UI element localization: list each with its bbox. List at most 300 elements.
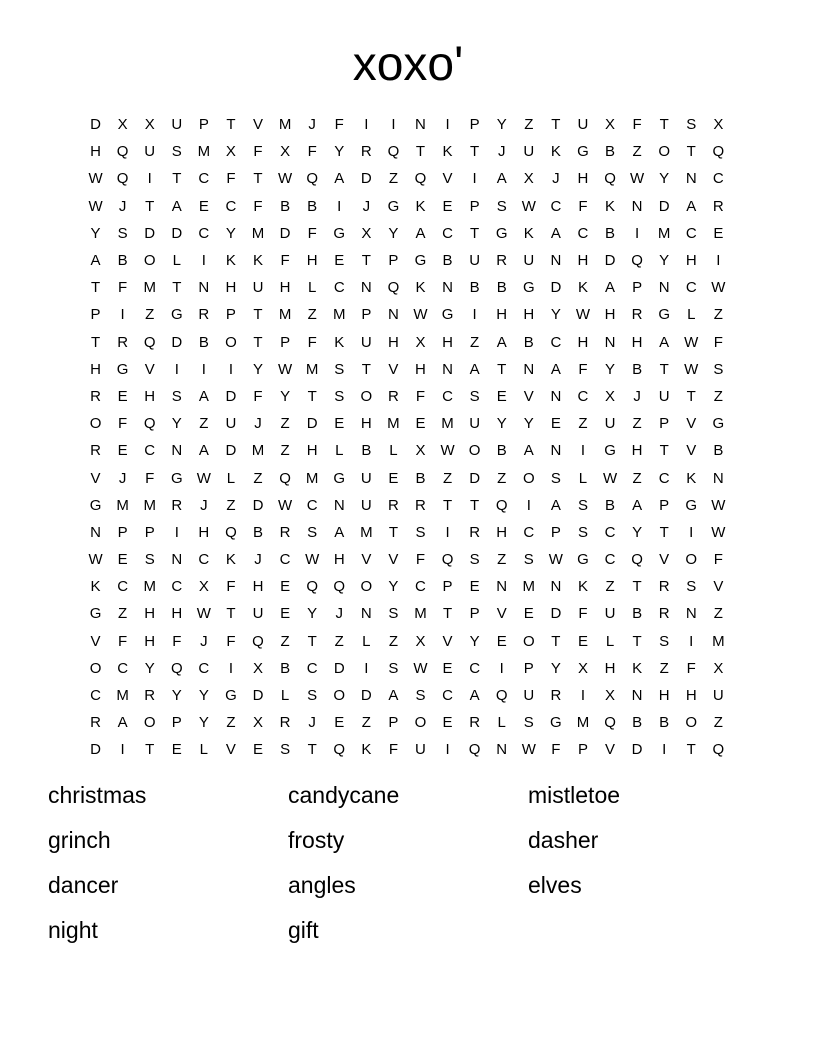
grid-letter: T — [253, 333, 263, 351]
grid-letter: R — [631, 306, 643, 324]
grid-letter: L — [307, 279, 317, 297]
grid-letter: W — [711, 523, 726, 541]
grid-letter: I — [445, 741, 450, 759]
grid-letter: N — [658, 279, 670, 297]
word-list-item: dancer — [48, 872, 119, 898]
grid-letter: T — [497, 360, 507, 378]
grid-row — [82, 682, 732, 709]
grid-letter: E — [577, 632, 588, 650]
word-list-item: frosty — [288, 827, 345, 853]
grid-letter: H — [306, 252, 318, 270]
grid-letter: F — [118, 415, 128, 433]
grid-letter: R — [360, 143, 372, 161]
grid-letter: Z — [280, 442, 290, 460]
grid-letter: A — [469, 687, 480, 705]
grid-letter: B — [632, 360, 643, 378]
grid-letter: H — [631, 442, 643, 460]
grid-letter: F — [334, 116, 344, 134]
grid-letter: Y — [334, 143, 345, 161]
grid-letter: N — [198, 279, 210, 297]
grid-letter: W — [575, 306, 591, 324]
grid-letter: W — [196, 469, 211, 487]
grid-letter: B — [253, 523, 264, 541]
grid-letter: L — [389, 442, 398, 460]
grid-letter: I — [228, 659, 234, 677]
grid-letter: E — [334, 714, 345, 732]
grid-letter: D — [360, 170, 372, 188]
grid-letter: Z — [334, 632, 344, 650]
grid-letter: H — [442, 333, 453, 351]
grid-letter: C — [442, 687, 453, 705]
grid-letter: N — [712, 469, 724, 487]
grid-letter: Y — [198, 687, 209, 705]
grid-letter: Z — [497, 551, 507, 569]
grid-letter: M — [387, 415, 400, 433]
grid-letter: N — [550, 578, 562, 596]
grid-letter: I — [662, 741, 667, 759]
grid-letter: W — [521, 741, 536, 759]
grid-letter: C — [198, 224, 210, 242]
grid-letter: Y — [198, 714, 209, 732]
grid-letter: E — [117, 442, 128, 460]
grid-letter: F — [307, 333, 317, 351]
grid-letter: Z — [497, 469, 507, 487]
grid-letter: P — [523, 659, 534, 677]
grid-letter: I — [174, 523, 179, 541]
grid-letter: K — [577, 578, 588, 596]
grid-letter: P — [469, 197, 480, 215]
grid-letter: S — [144, 551, 155, 569]
grid-letter: Z — [226, 714, 236, 732]
grid-letter: S — [171, 143, 182, 161]
grid-letter: Q — [387, 279, 400, 297]
grid-letter: S — [469, 387, 480, 405]
grid-letter: J — [308, 116, 316, 134]
grid-letter: O — [225, 333, 237, 351]
grid-letter: E — [253, 741, 264, 759]
grid-letter: I — [337, 197, 342, 215]
grid-letter: Y — [659, 170, 670, 188]
grid-letter: B — [632, 714, 643, 732]
grid-letter: M — [712, 632, 725, 650]
grid-letter: U — [523, 143, 535, 161]
grid-letter: Z — [388, 632, 398, 650]
grid-letter: F — [118, 632, 128, 650]
grid-letter: C — [306, 496, 318, 514]
grid-letter: D — [225, 442, 237, 460]
grid-letter: Q — [604, 714, 616, 732]
grid-row — [82, 736, 732, 763]
grid-letter: Z — [442, 469, 453, 487]
grid-letter: Q — [631, 252, 643, 270]
grid-letter: C — [171, 578, 183, 596]
grid-letter: D — [550, 279, 562, 297]
grid-letter: T — [632, 578, 642, 596]
grid-letter: E — [117, 551, 128, 569]
grid-letter: P — [550, 523, 561, 541]
grid-letter: D — [90, 116, 101, 134]
grid-letter: N — [496, 578, 508, 596]
grid-letter: S — [577, 496, 588, 514]
grid-letter: H — [279, 279, 291, 297]
grid-letter: N — [333, 496, 345, 514]
grid-letter: R — [117, 333, 129, 351]
grid-letter: O — [89, 659, 102, 677]
grid-letter: P — [659, 415, 670, 433]
grid-letter: T — [307, 387, 317, 405]
grid-letter: R — [496, 252, 508, 270]
grid-letter: F — [578, 360, 588, 378]
grid-letter: Y — [171, 687, 182, 705]
grid-letter: G — [550, 714, 562, 732]
grid-letter: S — [388, 659, 399, 677]
grid-letter: M — [251, 224, 265, 242]
grid-letter: D — [631, 741, 643, 759]
grid-letter: W — [684, 333, 699, 351]
grid-letter: O — [143, 714, 156, 732]
grid-letter: J — [254, 551, 262, 569]
grid-letter: H — [523, 306, 535, 324]
grid-letter: W — [413, 659, 428, 677]
grid-letter: T — [253, 306, 263, 324]
grid-letter: H — [496, 306, 508, 324]
word-list-item: angles — [288, 872, 356, 898]
grid-letter: K — [225, 252, 236, 270]
grid-letter: B — [523, 333, 534, 351]
grid-letter: R — [387, 496, 399, 514]
grid-letter: N — [685, 605, 697, 623]
grid-letter: U — [144, 143, 156, 161]
grid-letter: G — [604, 442, 616, 460]
grid-letter: B — [632, 605, 643, 623]
grid-letter: T — [172, 170, 182, 188]
grid-letter: U — [171, 116, 183, 134]
grid-letter: T — [470, 143, 480, 161]
grid-letter: Q — [170, 659, 183, 677]
grid-letter: T — [470, 224, 480, 242]
grid-letter: G — [495, 224, 508, 242]
grid-letter: S — [659, 632, 670, 650]
grid-letter: X — [198, 578, 209, 596]
grid-letter: P — [361, 306, 372, 324]
grid-letter: T — [90, 333, 101, 351]
grid-letter: T — [361, 252, 371, 270]
grid-letter: X — [415, 442, 426, 460]
grid-letter: E — [415, 415, 426, 433]
grid-row — [82, 492, 732, 519]
grid-letter: C — [198, 170, 210, 188]
grid-letter: Q — [495, 496, 508, 514]
grid-letter: R — [144, 687, 156, 705]
grid-letter: H — [415, 360, 426, 378]
grid-letter: M — [278, 116, 292, 134]
grid-letter: G — [333, 224, 346, 242]
grid-letter: C — [469, 659, 481, 677]
grid-letter: C — [117, 578, 129, 596]
grid-letter: S — [388, 605, 399, 623]
grid-letter: U — [712, 687, 724, 705]
grid-letter: L — [226, 469, 236, 487]
grid-letter: Y — [496, 415, 507, 433]
grid-letter: J — [200, 496, 208, 514]
grid-letter: X — [577, 659, 588, 677]
grid-letter: T — [659, 523, 669, 541]
grid-letter: S — [307, 687, 318, 705]
grid-letter: E — [280, 605, 291, 623]
grid-letter: C — [550, 333, 562, 351]
grid-letter: C — [279, 551, 291, 569]
grid-row — [82, 437, 732, 464]
grid-letter: W — [711, 496, 726, 514]
grid-letter: C — [604, 523, 616, 541]
grid-letter: A — [334, 170, 345, 188]
grid-letter: F — [713, 551, 723, 569]
grid-letter: R — [469, 714, 481, 732]
grid-letter: Q — [116, 143, 129, 161]
grid-letter: Z — [659, 659, 669, 677]
grid-letter: Q — [252, 632, 264, 650]
grid-letter: E — [496, 632, 507, 650]
grid-letter: O — [89, 415, 102, 433]
grid-letter: Z — [253, 469, 263, 487]
grid-letter: V — [361, 551, 372, 569]
grid-letter: Z — [280, 415, 290, 433]
grid-row — [82, 546, 732, 573]
grid-row — [82, 274, 732, 301]
grid-letter: S — [334, 360, 345, 378]
grid-letter: N — [387, 306, 399, 324]
grid-letter: Q — [604, 170, 616, 188]
grid-letter: W — [711, 279, 726, 297]
grid-letter: F — [415, 551, 426, 569]
grid-letter: F — [226, 632, 236, 650]
grid-letter: Z — [632, 469, 642, 487]
grid-letter: P — [659, 496, 670, 514]
grid-row — [82, 519, 732, 546]
grid-letter: N — [360, 605, 372, 623]
grid-letter: A — [632, 496, 643, 514]
grid-letter: G — [89, 605, 102, 623]
grid-letter: W — [88, 170, 103, 188]
grid-row — [82, 383, 732, 410]
grid-letter: F — [172, 632, 182, 650]
grid-letter: T — [415, 143, 426, 161]
grid-letter: Z — [713, 714, 723, 732]
grid-letter: A — [117, 714, 128, 732]
grid-letter: F — [253, 197, 263, 215]
grid-row — [82, 464, 732, 491]
word-list-item: grinch — [48, 827, 111, 853]
grid-letter: V — [90, 469, 101, 487]
grid-letter: Z — [307, 306, 317, 324]
grid-letter: Z — [632, 143, 642, 161]
grid-letter: M — [305, 360, 319, 378]
grid-letter: G — [658, 306, 671, 324]
grid-letter: B — [469, 279, 480, 297]
grid-letter: W — [88, 197, 103, 215]
grid-letter: H — [306, 442, 318, 460]
grid-letter: X — [280, 143, 291, 161]
grid-letter: Q — [712, 143, 725, 161]
grid-letter: K — [632, 659, 643, 677]
grid-letter: Z — [713, 605, 723, 623]
grid-letter: V — [686, 415, 697, 433]
grid-letter: I — [120, 306, 125, 324]
grid-letter: A — [496, 170, 507, 188]
grid-letter: M — [143, 279, 156, 297]
grid-letter: A — [550, 496, 561, 514]
grid-letter: U — [469, 252, 481, 270]
grid-letter: C — [333, 279, 345, 297]
grid-letter: U — [360, 469, 372, 487]
grid-letter: T — [632, 632, 642, 650]
grid-letter: Y — [550, 306, 561, 324]
grid-letter: P — [117, 523, 128, 541]
grid-letter: X — [144, 116, 155, 134]
grid-letter: M — [143, 496, 156, 514]
grid-letter: R — [90, 714, 101, 732]
grid-letter: V — [496, 605, 507, 623]
grid-letter: J — [254, 415, 262, 433]
grid-letter: T — [307, 741, 317, 759]
grid-letter: J — [118, 469, 127, 487]
grid-letter: B — [605, 224, 616, 242]
grid-letter: V — [442, 170, 453, 188]
grid-letter: P — [632, 279, 643, 297]
grid-letter: C — [550, 197, 562, 215]
grid-letter: L — [362, 632, 371, 650]
page-title: xoxo' — [352, 38, 464, 91]
grid-letter: U — [658, 387, 670, 405]
grid-letter: A — [523, 442, 534, 460]
grid-row — [82, 655, 732, 682]
grid-letter: M — [116, 687, 129, 705]
grid-letter: Y — [90, 224, 101, 242]
grid-letter: N — [685, 170, 697, 188]
grid-letter: J — [118, 197, 127, 215]
grid-letter: D — [144, 224, 156, 242]
grid-letter: L — [335, 442, 344, 460]
grid-letter: K — [225, 551, 236, 569]
grid-letter: R — [658, 578, 670, 596]
grid-letter: N — [550, 442, 562, 460]
grid-letter: D — [171, 224, 183, 242]
grid-letter: E — [171, 741, 182, 759]
grid-letter: I — [201, 252, 206, 270]
word-list-item: night — [48, 917, 98, 943]
grid-letter: Y — [280, 387, 291, 405]
grid-letter: C — [90, 687, 101, 705]
grid-letter: G — [712, 415, 725, 433]
grid-letter: P — [280, 333, 291, 351]
grid-letter: U — [523, 252, 535, 270]
grid-letter: I — [635, 224, 640, 242]
grid-letter: W — [684, 360, 699, 378]
grid-letter: R — [90, 442, 101, 460]
grid-letter: K — [523, 224, 534, 242]
grid-letter: M — [251, 442, 265, 460]
grid-letter: M — [441, 415, 454, 433]
grid-letter: S — [307, 523, 318, 541]
grid-letter: F — [551, 741, 561, 759]
grid-letter: M — [576, 714, 590, 732]
grid-letter: L — [687, 306, 696, 324]
grid-letter: T — [442, 605, 453, 623]
grid-letter: C — [523, 523, 535, 541]
grid-letter: H — [198, 523, 210, 541]
grid-letter: M — [360, 523, 373, 541]
grid-letter: Z — [713, 387, 723, 405]
grid-letter: T — [226, 605, 236, 623]
grid-letter: I — [364, 659, 369, 677]
grid-letter: I — [201, 360, 206, 378]
word-list-item: elves — [528, 872, 582, 898]
grid-letter: W — [440, 442, 455, 460]
grid-letter: G — [522, 279, 535, 297]
grid-letter: Q — [143, 333, 156, 351]
word-list-item: gift — [288, 917, 319, 943]
grid-letter: B — [198, 333, 209, 351]
grid-letter: M — [522, 578, 536, 596]
grid-letter: P — [388, 252, 399, 270]
grid-letter: Q — [116, 170, 129, 188]
word-list-item: dasher — [528, 827, 599, 853]
grid-letter: O — [414, 714, 427, 732]
grid-letter: S — [117, 224, 128, 242]
grid-letter: F — [280, 252, 290, 270]
grid-row — [82, 220, 732, 247]
grid-letter: M — [332, 306, 346, 324]
grid-letter: K — [686, 469, 697, 487]
grid-letter: D — [604, 252, 616, 270]
grid-letter: M — [305, 469, 319, 487]
grid-letter: Q — [333, 578, 346, 596]
grid-letter: A — [198, 442, 209, 460]
grid-row — [82, 600, 732, 627]
grid-letter: T — [470, 496, 480, 514]
grid-letter: R — [415, 496, 426, 514]
grid-letter: G — [577, 143, 589, 161]
grid-letter: H — [144, 632, 156, 650]
grid-letter: L — [280, 687, 290, 705]
grid-letter: I — [716, 252, 721, 270]
grid-letter: P — [442, 578, 453, 596]
grid-letter: S — [523, 714, 534, 732]
grid-letter: F — [578, 605, 588, 623]
grid-letter: N — [171, 442, 183, 460]
grid-letter: X — [605, 687, 616, 705]
grid-letter: T — [686, 143, 696, 161]
grid-letter: C — [117, 659, 129, 677]
grid-letter: K — [577, 279, 588, 297]
grid-letter: G — [333, 469, 346, 487]
grid-letter: G — [441, 306, 454, 324]
grid-letter: Y — [605, 360, 616, 378]
grid-letter: K — [550, 143, 561, 161]
grid-letter: H — [333, 551, 345, 569]
grid-letter: A — [198, 387, 209, 405]
grid-letter: G — [170, 469, 183, 487]
grid-letter: F — [632, 116, 642, 134]
grid-letter: F — [226, 170, 236, 188]
grid-letter: K — [334, 333, 345, 351]
grid-letter: C — [198, 551, 210, 569]
grid-letter: P — [388, 714, 399, 732]
grid-letter: R — [387, 387, 399, 405]
grid-letter: Z — [118, 605, 128, 623]
grid-letter: I — [526, 496, 531, 514]
grid-letter: T — [145, 741, 155, 759]
